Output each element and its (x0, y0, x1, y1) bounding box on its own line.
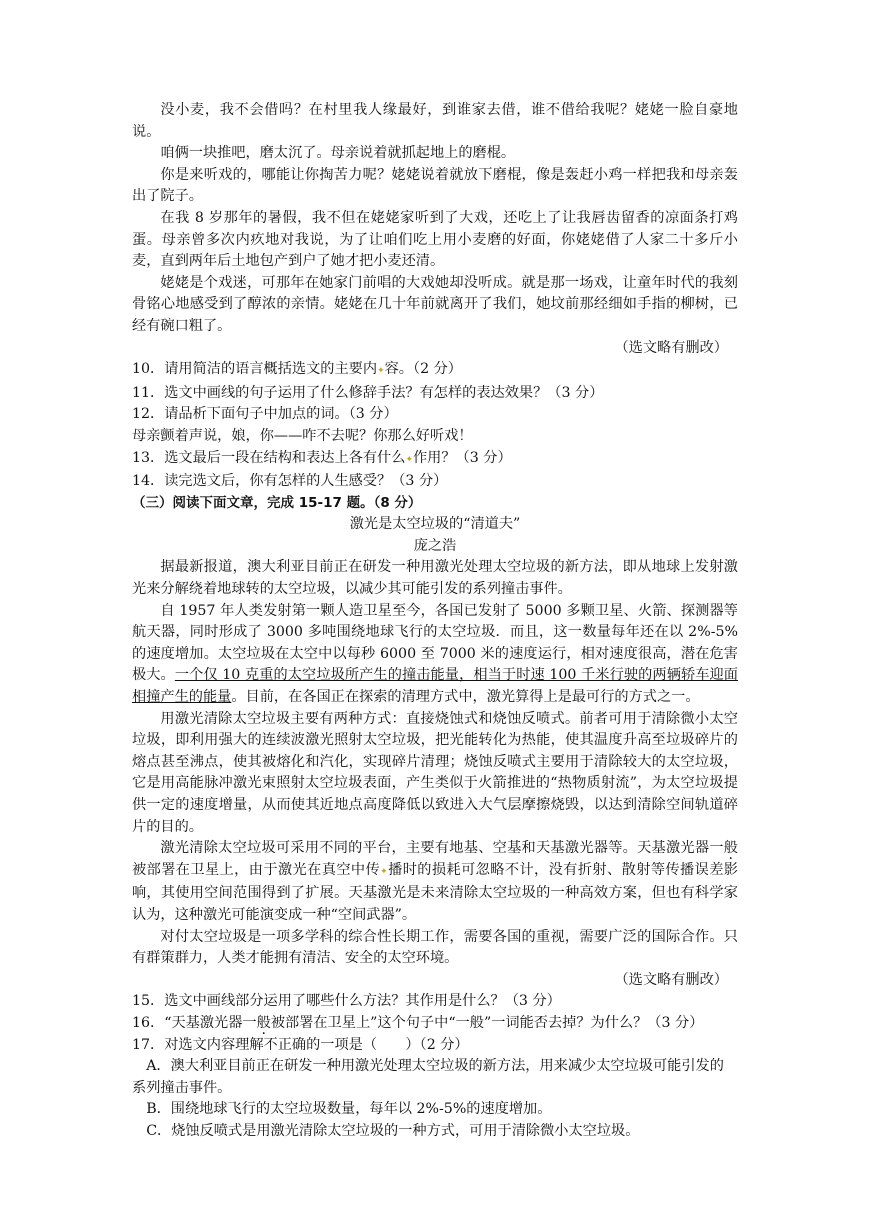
document-page (132, 100, 738, 1143)
story-paragraph: 咱俩一块推吧，磨太沉了。母亲说着就抓起地上的磨棍。 (160, 145, 516, 162)
question-text: 13．选文最后一段在结构和表达上各有什么 (132, 449, 406, 466)
story-paragraph: 没小麦，我不会借吗？在村里我人缘最好，到谁家去借，谁不借给我呢？姥姥一脸自豪地说。 (132, 102, 738, 140)
article-text: 被部署在卫星上，由于激光在真空中传 (132, 861, 381, 878)
story-paragraph: 姥姥是个戏迷，可那年在她家门前唱的大戏她却没听成。就是那一场戏，让童年时代的我刻骨铭心地感受到了醇浓的亲情。姥姥在几十年前就离开了我们，她坟前那经细如手指的柳树，已经有碗口粗了。 (132, 274, 738, 334)
source-note: （选文略有删改） (614, 339, 728, 356)
article-text: 激光清除太空垃圾可采用不同的平台，主要有地基、空基和天基激光器等。天基激光器 (160, 840, 710, 857)
article-text: 。目前，在各国正在探索的清理方式中，激光算得上是最可行的方式之一。 (231, 689, 700, 706)
source-note: （选文略有删改） (614, 971, 728, 988)
dotted-word: 般 (256, 1014, 271, 1031)
story-paragraph: 你是来听戏的，哪能让你掏苦力呢？姥姥说着就放下磨棍，像是轰赶小鸡一样把我和母亲轰出了院子。 (132, 166, 738, 205)
small-star-icon: ✦ (405, 454, 413, 465)
story-paragraph: 在我 8 岁那年的暑假，我不但在姥姥家听到了大戏，还吃上了让我唇齿留香的凉面条打鸡蛋。母亲曾多次内疚地对我说，为了让咱们吃上用小麦磨的好面，你姥姥借了人家二十多斤小麦，直到两年后土地包产到户了她才把小麦还清。 (132, 209, 738, 270)
article-paragraph (132, 601, 738, 709)
underlined-sentence: 一个仅 10 克重的太空垃圾所产生的撞击能量，相当于时速 100 千米行驶的两辆轿车迎面相撞产生的能量 (132, 667, 738, 706)
article-title: 激光是太空垃圾的“清道夫” (349, 516, 521, 533)
question-text: 10．请用简洁的语言概括选文的主要内 (132, 361, 378, 378)
question-text: 一 (242, 1014, 257, 1031)
question-11: 11．选文中画线的句子运用了什么修辞手法？有怎样的表达效果？（3 分） (132, 384, 604, 401)
question-12: 12．请品析下面句子中加点的词。（3 分） (132, 406, 398, 423)
question-10 (132, 359, 738, 383)
question-13 (132, 448, 738, 472)
question-12-sentence: 母亲颤着声说，娘，你——咋不去呢？你那么好听戏！ (132, 427, 473, 444)
question-text: 被部署在卫星上”这个句子中“一般”一词能否去掉？为什么？（3 分） (270, 1014, 704, 1031)
article-text: 自 1957 年人类发射第一颗人造卫星至今，各国已发射了 5000 多颗卫星、火箭、探测器等航天器，同时形成了 3000 多吨围绕地球飞行的太空垃圾．而且，这一数量每年还在以 2%-5%的速度增加。太空垃圾在太空中以每秒 6000 至 7000 米的速度运行，相对速度很高，潜在危害极大。 (132, 602, 738, 684)
article-paragraph: 用激光清除太空垃圾主要有两种方式：直接烧蚀式和烧蚀反喷式。前者可用于清除微小太空垃圾，即利用强大的连续波激光照射太空垃圾，把光能转化为热能，使其温度升高至垃圾碎片的熔点甚至沸点，使其被熔化和汽化，实现碎片清理；烧蚀反喷式主要用于清除较大的太空垃圾，它是用高能脉冲激光束照射太空垃圾表面，产生类似于火箭推进的“热物质射流”，为太空垃圾提供一定的速度增量，从而使其近地点高度降低以致进入大气层摩擦烧毁，以达到清除空间轨道碎片的目的。 (132, 710, 738, 835)
option-a: A．澳大利亚目前正在研发一种用激光处理太空垃圾的新方法，用来减少太空垃圾可能引发的系列撞击事件。 (132, 1058, 724, 1096)
section-header: （三）阅读下面文章，完成 15-17 题。（8 分） (132, 494, 422, 511)
dotted-word: 一 (709, 840, 724, 857)
option-b: B．围绕地球飞行的太空垃圾数量，每年以 2%-5%的速度增加。 (146, 1101, 552, 1118)
question-text: 容。（2 分） (384, 361, 462, 378)
article-paragraph: 据最新报道，澳大利亚目前正在研发一种用激光处理太空垃圾的新方法，即从地球上发射激光来分解绕着地球转的太空垃圾，以减少其可能引发的系列撞击事件。 (132, 559, 738, 598)
question-text: 作用？（3 分） (412, 449, 512, 466)
article-text: 般 (723, 840, 738, 857)
question-15: 15．选文中画线部分运用了哪些什么方法？其作用是什么？（3 分） (132, 993, 561, 1010)
option-c: C．烧蚀反喷式是用激光清除太空垃圾的一种方式，可用于清除微小太空垃圾。 (146, 1122, 640, 1139)
question-14: 14．读完选文后，你有怎样的人生感受？（3 分） (132, 473, 448, 490)
small-star-icon: ✦ (377, 366, 385, 377)
article-paragraph (132, 838, 738, 926)
article-author: 庞之浩 (413, 537, 457, 554)
question-16 (132, 1013, 738, 1035)
article-text: 播时的损耗可忽略不计，没有折射、散射等传播误差影响，其使用空间范围得到了扩展。天基激光是未来清除太空垃圾的一种高效方案，但也有科学家认为，这种激光可能演变成一种“空间武器”。 (132, 861, 738, 923)
small-star-icon: ✦ (380, 866, 388, 877)
question-text: 16．“天基激光器 (132, 1014, 243, 1031)
question-17: 17．对选文内容理解不正确的一项是（ ）（2 分） (132, 1036, 469, 1053)
article-paragraph: 对付太空垃圾是一项多学科的综合性长期工作，需要各国的重视，需要广泛的国际合作。只有群策群力，人类才能拥有清洁、安全的太空环境。 (132, 928, 738, 967)
